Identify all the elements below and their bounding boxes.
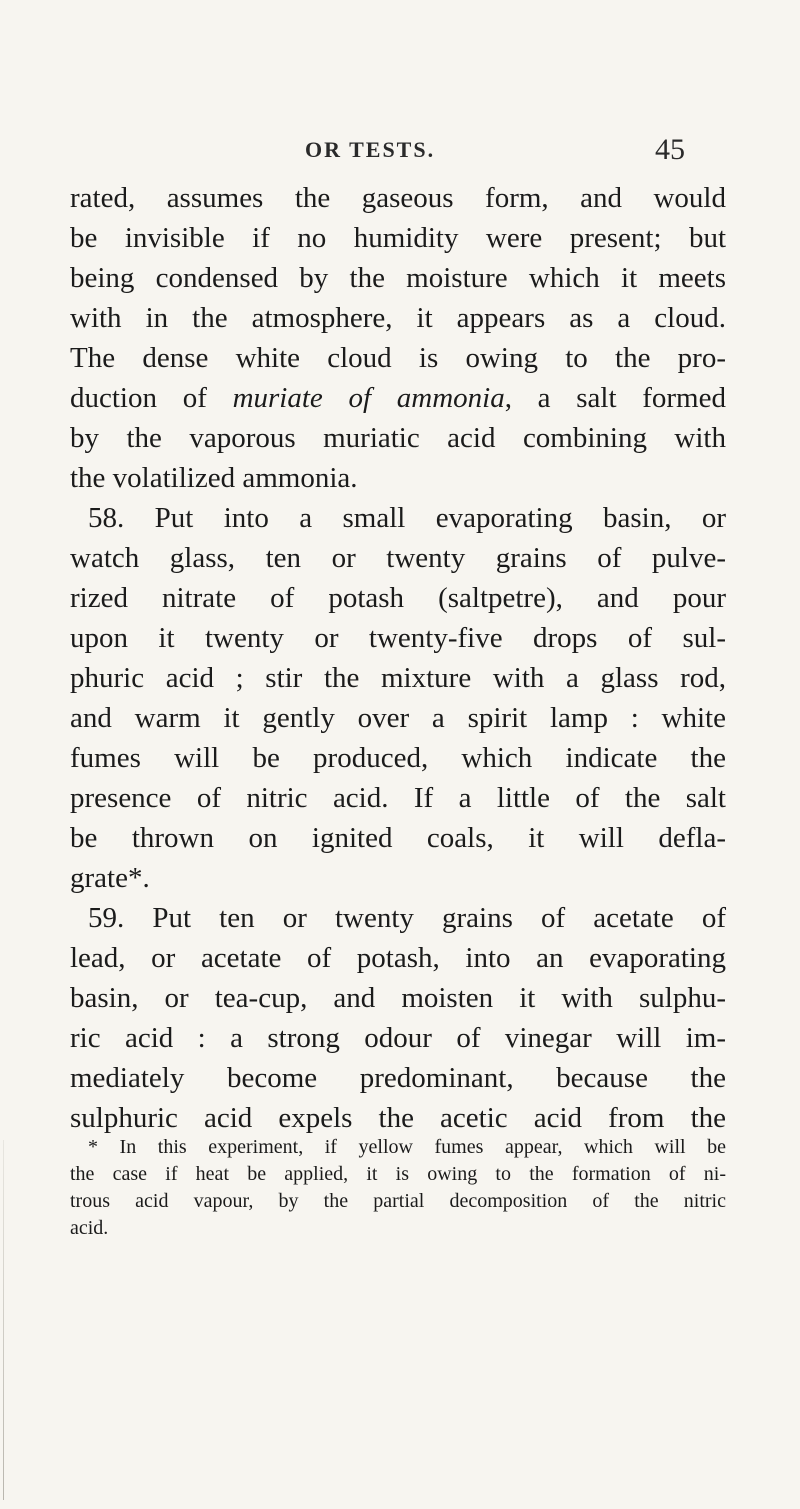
text-line: grate*.: [70, 862, 150, 894]
text-line: and warm it gently over a spirit lamp : white: [70, 702, 726, 734]
text-line: sulphuric acid expels the acetic acid from the: [70, 1102, 726, 1134]
text-line: mediately become predominant, because the: [70, 1062, 726, 1094]
text-segment: , a salt formed: [504, 382, 726, 414]
text-line: with in the atmosphere, it appears as a cloud.: [70, 302, 726, 334]
text-line: fumes will be produced, which indicate the: [70, 742, 726, 774]
text-line: by the vaporous muriatic acid combining with: [70, 422, 726, 454]
page-edge-shadow: [3, 1140, 4, 1500]
text-line: being condensed by the moisture which it meets: [70, 262, 726, 294]
text-line: rated, assumes the gaseous form, and would: [70, 182, 726, 214]
text-line: upon it twenty or twenty-five drops of sul-: [70, 622, 726, 654]
footnote-line: * In this experiment, if yellow fumes appear, which will be: [88, 1136, 726, 1158]
text-line: ric acid : a strong odour of vinegar will im-: [70, 1022, 726, 1054]
footnote-line: trous acid vapour, by the partial decomposition of the nitric: [70, 1190, 726, 1212]
text-line: rized nitrate of potash (saltpetre), and pour: [70, 582, 726, 614]
running-head: OR TESTS.: [305, 137, 436, 162]
body-text: [70, 178, 726, 1138]
text-line: be thrown on ignited coals, it will defla-: [70, 822, 726, 854]
text-segment: duction of: [70, 382, 207, 414]
footnote: [70, 1134, 726, 1242]
text-line: The dense white cloud is owing to the pro-: [70, 342, 726, 374]
page-header: [305, 133, 685, 169]
text-line: basin, or tea-cup, and moisten it with sulphu-: [70, 982, 726, 1014]
paragraph-58-start: 58. Put into a small evaporating basin, or: [88, 502, 726, 534]
paragraph-59-start: 59. Put ten or twenty grains of acetate of: [88, 902, 726, 934]
text-line: watch glass, ten or twenty grains of pulve-: [70, 542, 726, 574]
text-line: the volatilized ammonia.: [70, 462, 358, 494]
text-line: lead, or acetate of potash, into an evaporating: [70, 942, 726, 974]
italic-term: muriate of ammonia: [232, 382, 505, 414]
footnote-line: acid.: [70, 1217, 109, 1239]
text-line: presence of nitric acid. If a little of the salt: [70, 782, 726, 814]
text-line: phuric acid ; stir the mixture with a glass rod,: [70, 662, 726, 694]
footnote-line: the case if heat be applied, it is owing to the formation of ni-: [70, 1163, 726, 1185]
text-line-with-italic: [70, 378, 726, 418]
text-line: be invisible if no humidity were present; but: [70, 222, 726, 254]
page-number: 45: [655, 133, 685, 166]
